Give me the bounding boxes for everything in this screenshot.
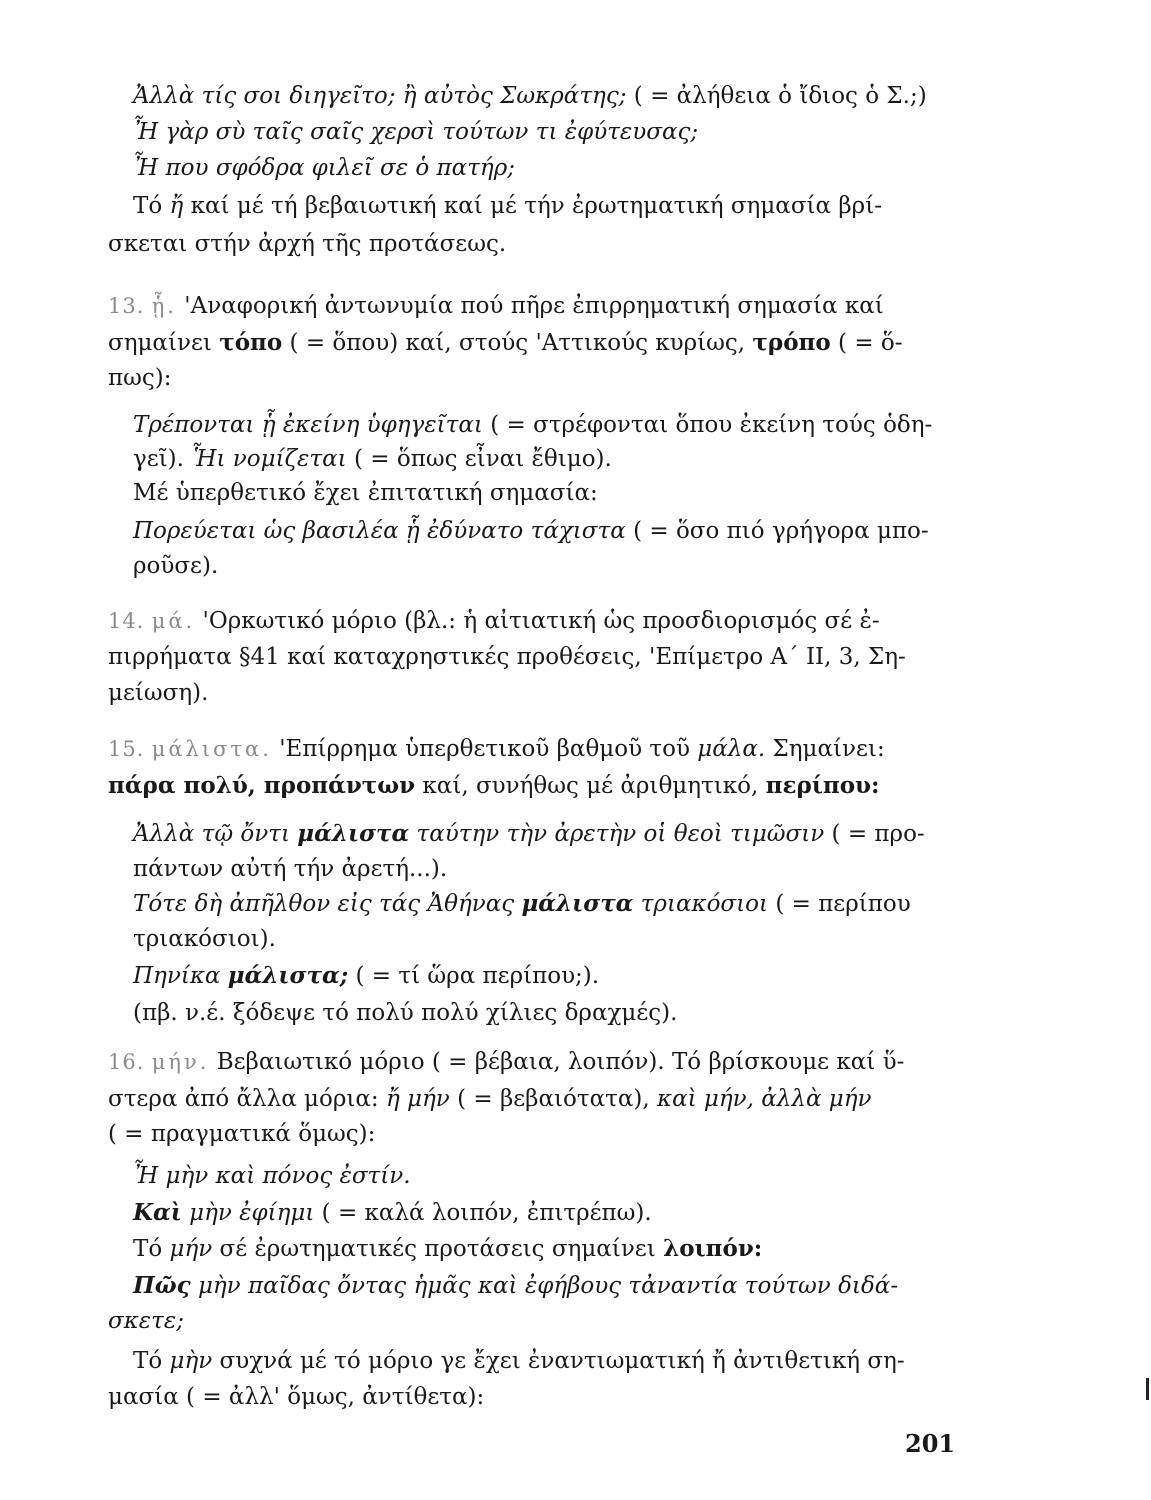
page-number: 201 bbox=[905, 1429, 956, 1458]
example-line: Ἦ γὰρ σὺ ταῖς σαῖς χερσὶ τούτων τι ἐφύτευσας; bbox=[133, 119, 699, 145]
example-text: τριακόσιοι bbox=[633, 891, 769, 917]
text-segment: καί μέ τή βεβαιωτική καί μέ τήν ἐρωτηματική σημασία βρί- bbox=[183, 193, 882, 219]
example-line bbox=[133, 818, 925, 850]
term-bold: τρόπο bbox=[752, 329, 831, 356]
text-segment: ( = ὅπου) καί, στούς 'Αττικούς κυρίως, bbox=[282, 330, 753, 356]
term-bold-italic: μάλιστα; bbox=[227, 962, 349, 989]
text-segment: Τό bbox=[133, 1348, 170, 1374]
text-segment: καί, συνήθως μέ ἀριθμητικό, bbox=[415, 773, 766, 799]
example-line: Ἦ μὴν καὶ πόνος ἐστίν. bbox=[133, 1163, 411, 1189]
example-text: Τρέπονται ᾗ ἐκείνη ὑφηγεῖται bbox=[133, 412, 483, 438]
term-bold: λοιπόν: bbox=[663, 1235, 763, 1262]
section-keyword: μάλιστα. bbox=[151, 737, 272, 761]
section-13-heading bbox=[108, 290, 884, 322]
section-16-heading bbox=[108, 1046, 904, 1078]
text-line bbox=[108, 327, 903, 359]
term-italic: ἤ μήν bbox=[385, 1086, 450, 1112]
gloss-text: ( = τί ὥρα περίπου;). bbox=[348, 963, 600, 989]
text-segment: Τό bbox=[133, 193, 170, 219]
section-keyword: μήν. bbox=[151, 1050, 210, 1074]
term-italic: καὶ μήν, ἀλλὰ μήν bbox=[656, 1086, 872, 1112]
section-number: 16. bbox=[108, 1050, 145, 1074]
example-line bbox=[133, 409, 932, 441]
example-line: ροῦσε). bbox=[133, 553, 219, 579]
gloss-text: ( = στρέφονται ὅπου ἐκείνη τούς ὁδη- bbox=[482, 412, 933, 438]
example-text: Ἀλλὰ τίς σοι διηγεῖτο; ἢ αὐτὸς Σωκράτης; bbox=[133, 83, 627, 109]
example-line bbox=[133, 960, 599, 992]
section-number: 13. bbox=[108, 294, 145, 318]
example-text: ταύτην τὴν ἀρετὴν οἱ θεοὶ τιμῶσιν bbox=[409, 821, 825, 847]
text-line bbox=[133, 1345, 905, 1377]
example-line bbox=[133, 888, 911, 920]
term-bold: πάρα πολύ, προπάντων bbox=[108, 772, 416, 799]
term-bold-italic: Πῶς bbox=[133, 1272, 191, 1299]
text-segment: Βεβαιωτικό μόριο ( = βέβαια, λοιπόν). Τό βρίσκουμε καί ὕ- bbox=[216, 1049, 905, 1075]
example-line bbox=[133, 1197, 652, 1229]
gloss-text: ( = καλά λοιπόν, ἐπιτρέπω). bbox=[314, 1200, 652, 1226]
text-line: ( = πραγματικά ὅμως): bbox=[108, 1121, 376, 1147]
term-italic: μήν bbox=[169, 1236, 213, 1262]
example-text: Τότε δὴ ἀπῆλθον εἰς τάς Ἀθήνας bbox=[133, 891, 522, 917]
example-text: μὴν ἐφίημι bbox=[181, 1200, 315, 1226]
text-segment: 'Επίρρημα ὑπερθετικοῦ βαθμοῦ τοῦ bbox=[279, 736, 698, 762]
section-number: 14. bbox=[108, 609, 145, 633]
section-number: 15. bbox=[108, 737, 145, 761]
gloss-text: ( = προ- bbox=[824, 821, 925, 847]
term-bold-italic: Καὶ bbox=[133, 1199, 182, 1226]
text-segment: σέ ἐρωτηματικές προτάσεις σημαίνει bbox=[212, 1236, 664, 1262]
text-line: Μέ ὑπερθετικό ἔχει ἐπιτατική σημασία: bbox=[133, 480, 598, 506]
example-text: μὴν παῖδας ὄντας ἡμᾶς καὶ ἐφήβους τἀναντία τούτων διδά- bbox=[190, 1273, 899, 1299]
example-line: Ἦ που σφόδρα φιλεῖ σε ὁ πατήρ; bbox=[133, 155, 515, 181]
term-italic: μὴν bbox=[169, 1348, 213, 1374]
text-segment: σημαίνει bbox=[108, 330, 220, 356]
term-bold: τόπο bbox=[219, 329, 283, 356]
text-line bbox=[133, 190, 882, 222]
text-segment: συχνά μέ τό μόριο γε ἔχει ἐναντιωματική ἤ ἀντιθετική ση- bbox=[212, 1348, 905, 1374]
example-line bbox=[133, 443, 612, 475]
example-line bbox=[133, 1270, 898, 1302]
text-segment: ( = ὅ- bbox=[830, 330, 903, 356]
example-line: τριακόσιοι). bbox=[133, 926, 276, 952]
section-keyword: μά. bbox=[151, 609, 196, 633]
text-line bbox=[108, 770, 880, 802]
example-line bbox=[133, 80, 927, 112]
term-bold-italic: μάλιστα bbox=[521, 890, 634, 917]
example-line bbox=[133, 515, 929, 547]
term-italic: ἤ bbox=[169, 193, 184, 219]
text-segment: 'Ορκωτικό μόριο (βλ.: ἡ αἰτιατική ὡς προσδιορισμός σέ ἐ- bbox=[202, 608, 880, 634]
text-line: μασία ( = ἀλλ' ὅμως, ἀντίθετα): bbox=[108, 1384, 485, 1410]
section-keyword: ᾗ. bbox=[151, 294, 177, 318]
example-line: πάντων αὐτή τήν ἀρετή...). bbox=[133, 856, 448, 882]
text-line: πιρρήματα §41 καί καταχρηστικές προθέσεις, 'Επίμετρο Α΄ ΙΙ, 3, Ση- bbox=[108, 644, 906, 670]
text-line: (πβ. ν.έ. ξόδεψε τό πολύ πολύ χίλιες δραχμές). bbox=[133, 1000, 678, 1026]
text-line: μείωση). bbox=[108, 680, 209, 706]
section-14-heading bbox=[108, 605, 880, 637]
term-italic: μάλα. bbox=[697, 736, 766, 762]
example-text: Ἧι νομίζεται bbox=[191, 446, 347, 472]
gloss-text: ( = ὅπως εἶναι ἔθιμο). bbox=[346, 446, 612, 472]
text-segment: Τό bbox=[133, 1236, 170, 1262]
term-bold-italic: μάλιστα bbox=[297, 820, 410, 847]
gloss-text: γεῖ). bbox=[133, 446, 192, 472]
section-15-heading bbox=[108, 733, 885, 765]
gloss-text: ( = ὅσο πιό γρήγορα μπο- bbox=[625, 518, 929, 544]
text-line: σκεται στήν ἀρχή τῆς προτάσεως. bbox=[108, 231, 507, 257]
example-text: Ἀλλὰ τῷ ὄντι bbox=[133, 821, 298, 847]
term-bold: περίπου: bbox=[765, 772, 880, 799]
gloss-text: ( = περίπου bbox=[768, 891, 911, 917]
gloss-text: ( = ἀλήθεια ὁ ἴδιος ὁ Σ.;) bbox=[626, 83, 927, 109]
text-segment: ( = βεβαιότατα), bbox=[449, 1086, 657, 1112]
example-text: Πηνίκα bbox=[133, 963, 228, 989]
text-line bbox=[108, 1083, 872, 1115]
text-line: πως): bbox=[108, 365, 172, 391]
page-edge-mark bbox=[1146, 1378, 1149, 1400]
example-line: σκετε; bbox=[108, 1308, 184, 1334]
text-segment: 'Αναφορική ἀντωνυμία πού πῆρε ἐπιρρηματική σημασία καί bbox=[184, 293, 884, 319]
text-line bbox=[133, 1233, 762, 1265]
text-segment: Σημαίνει: bbox=[765, 736, 885, 762]
example-text: Πορεύεται ὡς βασιλέα ᾗ ἐδύνατο τάχιστα bbox=[133, 518, 626, 544]
text-segment: στερα ἀπό ἄλλα μόρια: bbox=[108, 1086, 386, 1112]
